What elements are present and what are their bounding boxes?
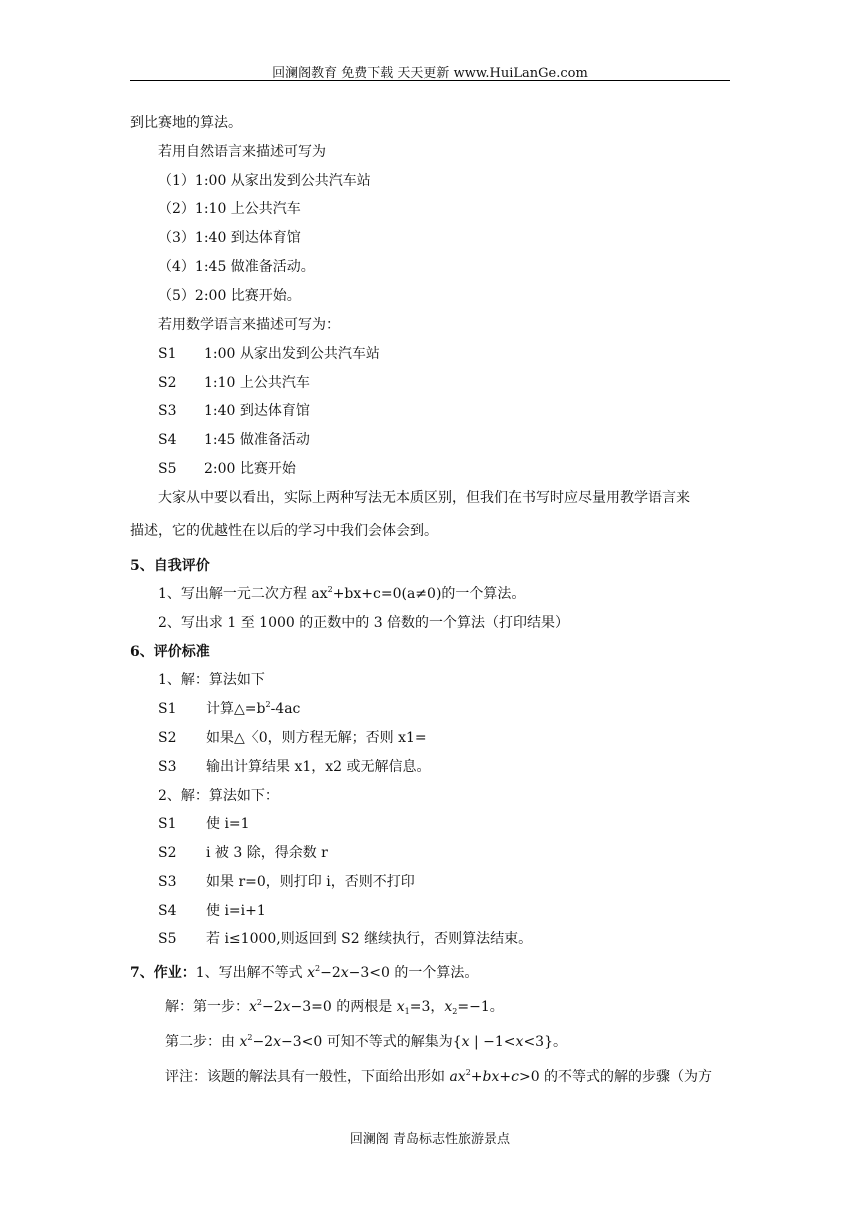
step-text: 1:10 上公共汽车	[204, 375, 310, 391]
section5-item1	[158, 585, 525, 603]
step-text: 若 i≤1000,则返回到 S2 继续执行，否则算法结束。	[206, 931, 533, 947]
step-text: 2:00 比赛开始	[204, 461, 296, 477]
var: c	[511, 1069, 519, 1085]
var: ax	[449, 1069, 466, 1085]
subscript: 2	[452, 1007, 458, 1016]
step-label: S1	[158, 346, 177, 362]
solution1-step	[158, 700, 300, 718]
step-text: -4ac	[270, 701, 301, 717]
s-text: +	[470, 1069, 483, 1085]
var: x	[249, 999, 257, 1015]
step-text: 计算△=b	[206, 701, 266, 717]
var: bx	[482, 1069, 500, 1085]
s-text: =3，	[409, 999, 445, 1015]
var: x	[282, 999, 291, 1015]
solution2-step	[158, 873, 415, 891]
math-step	[158, 402, 310, 420]
item-text: +bx+c=0(a≠0)的一个算法。	[332, 586, 526, 602]
s-text: 解：第一步：	[165, 999, 249, 1015]
natural-step: （4）1:45 做准备活动。	[158, 259, 315, 275]
s-text: | −1<	[469, 1034, 516, 1050]
q-text: −2	[320, 965, 341, 981]
s-text: −2	[262, 999, 283, 1015]
q-text: 1、写出解不等式	[195, 965, 308, 981]
step-text: 1:40 到达体育馆	[204, 403, 310, 419]
step-label: S2	[158, 375, 177, 391]
step-text: 输出计算结果 x1，x2 或无解信息。	[206, 759, 431, 775]
step-text: 1:45 做准备活动	[204, 432, 310, 448]
step-label: S5	[158, 461, 177, 477]
s-text: +	[499, 1069, 512, 1085]
var: x	[444, 999, 453, 1015]
section5-title: 5、自我评价	[130, 558, 210, 574]
math-step	[158, 460, 296, 478]
var: x	[273, 1034, 281, 1050]
superscript: 2	[265, 700, 271, 709]
step-text: i 被 3 除，得余数 r	[206, 845, 328, 861]
solution2-intro: 2、解：算法如下：	[158, 788, 279, 804]
natural-step: （1）1:00 从家出发到公共汽车站	[158, 173, 371, 189]
page-footer: 回澜阁 青岛标志性旅游景点	[349, 1132, 511, 1147]
step-label: S3	[158, 759, 177, 775]
s-text: 评注：该题的解法具有一般性，下面给出形如	[165, 1069, 450, 1085]
compare-paragraph-line2: 描述，它的优越性在以后的学习中我们会体会到。	[130, 523, 438, 539]
var: x	[239, 1034, 248, 1050]
step-label: S2	[158, 845, 177, 861]
s-text: <3}。	[523, 1034, 567, 1050]
solution2-step	[158, 815, 250, 833]
var: x	[340, 965, 349, 981]
math-step	[158, 374, 310, 392]
solution1-step	[158, 729, 427, 747]
superscript: 2	[315, 964, 321, 973]
solution1-step	[158, 758, 431, 776]
natural-step: （2）1:10 上公共汽车	[158, 201, 301, 217]
step-text: 如果 r=0，则打印 i，否则不打印	[206, 874, 415, 890]
header-divider	[130, 80, 730, 81]
math-step	[158, 431, 310, 449]
math-step	[158, 345, 380, 363]
solution2-step	[158, 930, 532, 948]
step-text: 1:00 从家出发到公共汽车站	[204, 346, 380, 362]
natural-step: （5）2:00 比赛开始。	[158, 288, 301, 304]
step-label: S2	[158, 730, 177, 746]
step-label: S5	[158, 931, 177, 947]
superscript: 2	[256, 998, 262, 1007]
intro-tail: 到比赛地的算法。	[130, 115, 242, 131]
homework-note	[165, 1068, 712, 1086]
step-text: 使 i=i+1	[206, 903, 266, 919]
s-text: =−1。	[457, 999, 504, 1015]
step-text: 如果△〈0，则方程无解；否则 x1=	[206, 730, 427, 746]
item-text: 1、写出解一元二次方程 ax	[158, 586, 328, 602]
var: x	[461, 1034, 470, 1050]
page-header: 回澜阁教育 免费下载 天天更新 www.HuiLanGe.com	[272, 66, 588, 81]
var: x	[396, 999, 405, 1015]
compare-paragraph-line1: 大家从中要以看出，实际上两种写法无本质区别，但我们在书写时应尽量用教学语言来	[158, 490, 690, 506]
solution2-step	[158, 844, 328, 862]
step-label: S4	[158, 903, 177, 919]
s-text: −3<0 可知不等式的解集为{	[281, 1034, 462, 1050]
s-text: −2	[252, 1034, 274, 1050]
homework-step1	[165, 998, 504, 1016]
section5-item2: 2、写出求 1 至 1000 的正数中的 3 倍数的一个算法（打印结果）	[158, 615, 570, 631]
var: x	[307, 965, 316, 981]
step-label: S3	[158, 874, 177, 890]
step-label: S4	[158, 432, 177, 448]
solution1-intro: 1、解：算法如下	[158, 672, 265, 688]
superscript: 2	[327, 585, 333, 594]
homework-step2	[165, 1033, 567, 1051]
natural-language-intro: 若用自然语言来描述可写为	[158, 144, 326, 160]
solution2-step	[158, 902, 266, 920]
homework-question	[130, 964, 478, 982]
step-label: S1	[158, 816, 177, 832]
math-language-intro: 若用数学语言来描述可写为：	[158, 317, 340, 333]
superscript: 2	[465, 1068, 471, 1077]
var: x	[515, 1034, 524, 1050]
natural-step: （3）1:40 到达体育馆	[158, 230, 301, 246]
subscript: 1	[404, 1007, 410, 1016]
s-text: −3=0 的两根是	[290, 999, 397, 1015]
s-text: 第二步：由	[165, 1034, 240, 1050]
superscript: 2	[247, 1033, 253, 1042]
step-label: S1	[158, 701, 177, 717]
step-label: S3	[158, 403, 177, 419]
q-text: −3<0 的一个算法。	[348, 965, 479, 981]
homework-title: 7、作业：	[130, 965, 196, 981]
s-text: >0 的不等式的解的步骤（为方	[518, 1069, 713, 1085]
section6-title: 6、评价标准	[130, 644, 210, 660]
step-text: 使 i=1	[206, 816, 250, 832]
